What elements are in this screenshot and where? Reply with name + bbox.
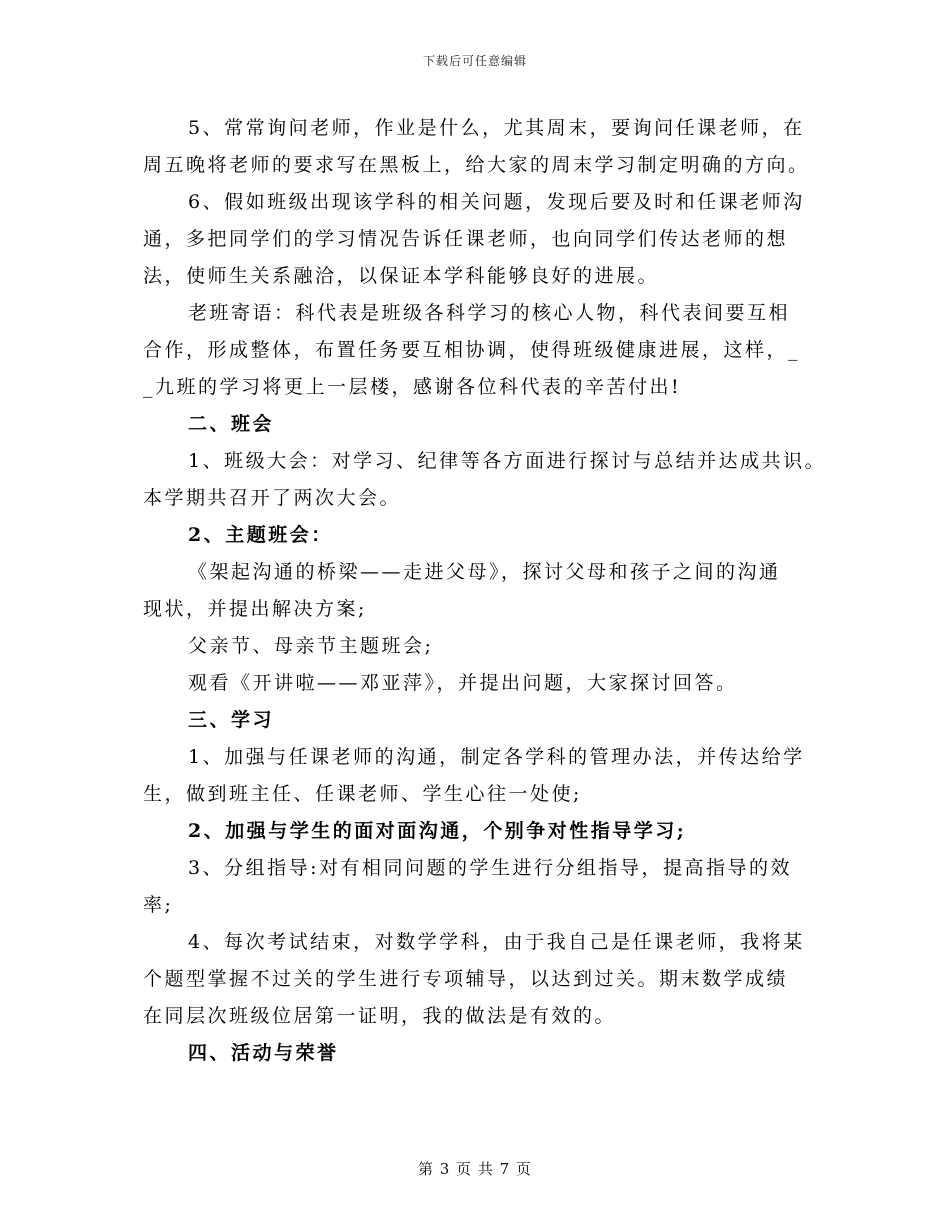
study-item-2: 2、加强与学生的面对面沟通，个别争对性指导学习; [188, 820, 687, 842]
teacher-note-line-1: 老班寄语：科代表是班级各科学习的核心人物，科代表间要互相 [188, 302, 791, 324]
document-body [143, 110, 827, 1072]
teacher-note-line-3: _九班的学习将更上一层楼，感谢各位科代表的辛苦付出! [143, 376, 682, 398]
study-item-1-line-1: 1、加强与任课老师的沟通，制定各学科的管理办法，并传达给学 [188, 746, 805, 768]
class-meeting-line-2: 本学期共召开了两次大会。 [143, 487, 402, 509]
theme-meeting-1-line-1: 《架起沟通的桥梁——走进父母》，探讨父母和孩子之间的沟通 [188, 561, 781, 583]
section-heading-class-meeting: 二、班会 [188, 413, 275, 435]
theme-meeting-2: 父亲节、母亲节主题班会; [188, 635, 434, 657]
section-heading-activities: 四、活动与荣誉 [188, 1042, 339, 1064]
page-footer: 第 3 页 共 7 页 [418, 1160, 532, 1178]
study-item-3-line-1: 3、分组指导:对有相同问题的学生进行分组指导，提高指导的效 [188, 857, 792, 879]
study-item-4-line-1: 4、每次考试结束，对数学学科，由于我自己是任课老师，我将某 [188, 931, 805, 953]
paragraph-item-5-line-2: 周五晚将老师的要求写在黑板上，给大家的周末学习制定明确的方向。 [143, 154, 810, 176]
theme-meeting-3: 观看《开讲啦——邓亚萍》，并提出问题，大家探讨回答。 [188, 672, 738, 694]
subheading-theme-meeting: 2、主题班会： [188, 524, 333, 546]
paragraph-item-6-line-1: 6、假如班级出现该学科的相关问题，发现后要及时和任课老师沟 [188, 191, 805, 213]
paragraph-item-6-line-3: 法，使师生关系融洽，以保证本学科能够良好的进展。 [143, 265, 660, 287]
theme-meeting-1-line-2: 现状，并提出解决方案; [143, 598, 367, 620]
study-item-4-line-2: 个题型掌握不过关的学生进行专项辅导，以达到过关。期末数学成绩 [143, 968, 789, 990]
paragraph-item-6-line-2: 通，多把同学们的学习情况告诉任课老师，也向同学们传达老师的想 [143, 228, 789, 250]
teacher-note-line-2: 合作，形成整体，布置任务要互相协调，使得班级健康进展，这样，_ [143, 339, 801, 361]
paragraph-item-5-line-1: 5、常常询问老师，作业是什么，尤其周末，要询问任课老师，在 [188, 117, 805, 139]
class-meeting-line-1: 1、班级大会：对学习、纪律等各方面进行探讨与总结并达成共识。 [188, 450, 827, 472]
page-header: 下载后可任意编辑 [422, 54, 527, 68]
study-item-4-line-3: 在同层次班级位居第一证明，我的做法是有效的。 [143, 1005, 617, 1027]
study-item-1-line-2: 生，做到班主任、任课老师、学生心往一处使; [143, 783, 582, 805]
study-item-3-line-2: 率; [143, 894, 174, 916]
section-heading-study: 三、学习 [188, 709, 275, 731]
